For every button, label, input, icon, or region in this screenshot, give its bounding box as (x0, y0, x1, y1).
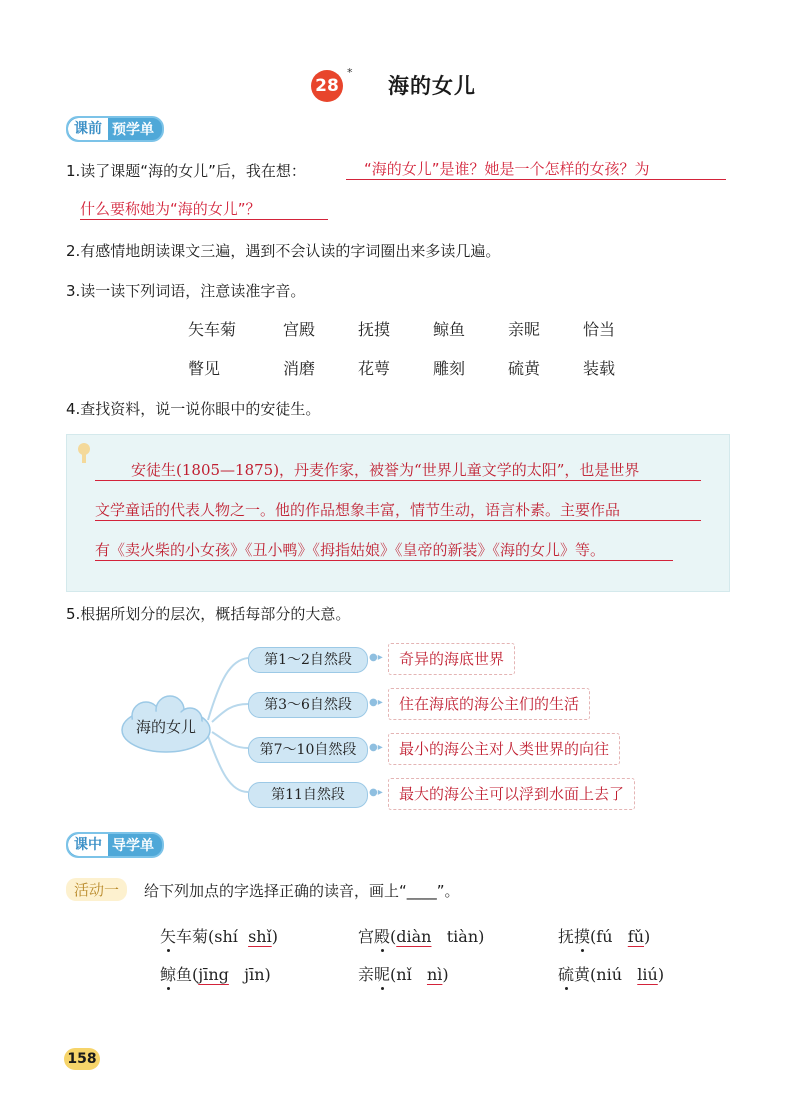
question-1-answer-line-2: 什么要称她为“海的女儿”？ (80, 198, 328, 220)
mindmap-branch-1-label: 第1～2自然段 (248, 647, 368, 673)
pinyin-item: 亲昵(nǐ nì) (358, 962, 449, 985)
activity-1-prompt: 给下列加点的字选择正确的读音，画上“____”。 (144, 882, 460, 900)
in-class-label-b: 导学单 (112, 838, 154, 854)
arrow-right-icon: ●▸ (369, 697, 383, 708)
question-1-prompt: 1.读了课题“海的女儿”后，我在想： (66, 162, 306, 180)
arrow-right-icon: ●▸ (369, 742, 383, 753)
question-5-prompt: 5.根据所划分的层次，概括每部分的大意。 (66, 605, 351, 623)
pre-class-label-a: 课前 (68, 118, 108, 140)
mindmap-branch-3-label: 第7～10自然段 (248, 737, 368, 763)
lesson-number-badge: 28 (311, 70, 343, 102)
dotted-character: 昵 (374, 962, 390, 985)
andersen-answer-box (66, 434, 730, 592)
question-1-answer-line-1: “海的女儿”是谁？她是一个怎样的女孩？为 (346, 158, 726, 180)
pinyin-item: 鲸鱼(jīng jīn) (160, 962, 271, 985)
dotted-character: 硫 (558, 962, 574, 985)
mindmap-branch-4-answer: 最大的海公主可以浮到水面上去了 (388, 778, 635, 810)
andersen-answer-line-1: 安徒生(1805—1875)，丹麦作家，被誉为“世界儿童文学的太阳”，也是世界 (95, 459, 701, 481)
vocab-word: 硫黄 (508, 359, 541, 378)
arrow-right-icon: ●▸ (369, 652, 383, 663)
pinyin-item: 硫黄(niú liú) (558, 962, 664, 985)
vocab-word: 鲸鱼 (433, 320, 466, 339)
vocab-word: 宫殿 (283, 320, 316, 339)
mindmap-branch-3-answer: 最小的海公主对人类世界的向往 (388, 733, 620, 765)
dotted-character: 殿 (374, 924, 390, 947)
dotted-character: 矢 (160, 924, 176, 947)
question-4-prompt: 4.查找资料，说一说你眼中的安徒生。 (66, 400, 321, 418)
pinyin-item: 抚摸(fú fǔ) (558, 924, 650, 947)
in-class-section-label (66, 832, 164, 858)
page-number: 158 (64, 1048, 100, 1070)
andersen-answer-line-2: 文学童话的代表人物之一。他的作品想象丰富，情节生动，语言朴素。主要作品 (95, 499, 701, 521)
pinyin-item: 矢车菊(shí shǐ) (160, 924, 278, 947)
vocab-word: 亲昵 (508, 320, 541, 339)
mindmap-branch-4-label: 第11自然段 (248, 782, 368, 808)
in-class-label-a: 课中 (68, 834, 108, 856)
vocab-word: 恰当 (583, 320, 616, 339)
mindmap-branch-2-label: 第3～6自然段 (248, 692, 368, 718)
pin-icon (75, 441, 93, 465)
dotted-character: 摸 (574, 924, 590, 947)
pre-class-section-label (66, 116, 164, 142)
vocab-word: 雕刻 (433, 359, 466, 378)
mindmap-center-label: 海的女儿 (135, 718, 196, 736)
activity-1-tag: 活动一 (66, 878, 127, 901)
mindmap-branch-2-answer: 住在海底的海公主们的生活 (388, 688, 590, 720)
vocab-word: 瞥见 (188, 359, 221, 378)
dotted-character: 鲸 (160, 962, 176, 985)
pinyin-item: 宫殿(diàn tiàn) (358, 924, 484, 947)
vocab-word: 装载 (583, 359, 616, 378)
vocab-word: 抚摸 (358, 320, 391, 339)
arrow-right-icon: ●▸ (369, 787, 383, 798)
pre-class-label-b: 预学单 (112, 122, 154, 138)
question-2-prompt: 2.有感情地朗读课文三遍，遇到不会认读的字词圈出来多读几遍。 (66, 242, 501, 260)
optional-lesson-marker: * (347, 66, 353, 79)
vocab-word: 花萼 (358, 359, 391, 378)
vocab-word: 矢车菊 (188, 320, 237, 339)
mindmap-branch-1-answer: 奇异的海底世界 (388, 643, 515, 675)
page-title: 海的女儿 (388, 74, 476, 98)
andersen-answer-line-3: 有《卖火柴的小女孩》《丑小鸭》《拇指姑娘》《皇帝的新装》《海的女儿》等。 (95, 539, 673, 561)
vocab-word: 消磨 (283, 359, 316, 378)
question-3-prompt: 3.读一读下列词语，注意读准字音。 (66, 282, 306, 300)
